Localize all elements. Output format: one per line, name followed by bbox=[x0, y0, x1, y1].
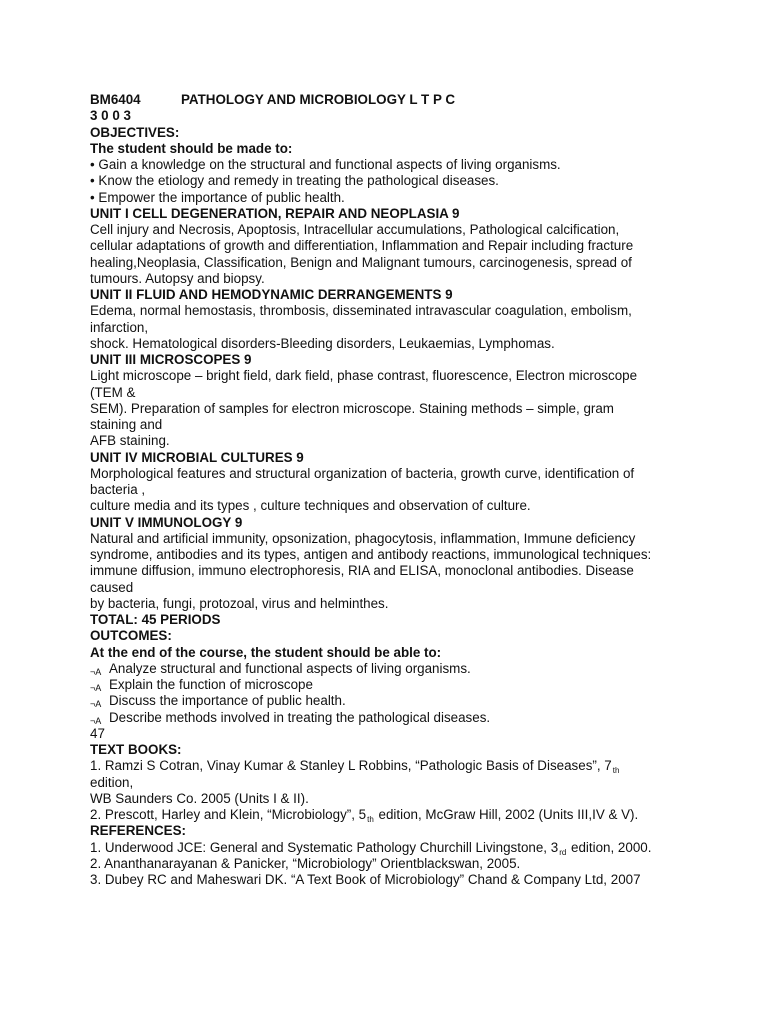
unit-4-text: Morphological features and structural organization of bacteria, growth curve, identification of bbox=[90, 465, 635, 481]
unit-5-text: Natural and artificial immunity, opsonization, phagocytosis, inflammation, Immune deficiency bbox=[90, 530, 636, 546]
unit-4-heading: UNIT IV MICROBIAL CULTURES 9 bbox=[90, 449, 304, 465]
objective-item: • Know the etiology and remedy in treating the pathological diseases. bbox=[90, 173, 499, 189]
text-book-1-text: 1. Ramzi S Cotran, Vinay Kumar & Stanley L Robbins, “Pathologic Basis of Diseases”, 7 bbox=[90, 758, 612, 774]
unit-4-text: bacteria , bbox=[90, 482, 146, 497]
unit-1-text: Cell injury and Necrosis, Apoptosis, Intracellular accumulations, Pathological calcification, bbox=[90, 222, 620, 237]
unit-5-text: by bacteria, fungi, protozoal, virus and helminthes. bbox=[90, 595, 389, 611]
references-heading: REFERENCES: bbox=[90, 823, 186, 839]
text-book-1-cont: edition, bbox=[90, 774, 134, 790]
bullet-glyph: ¬A bbox=[90, 683, 102, 693]
unit-1-text: cellular adaptations of growth and differentiation, Inflammation and Repair including fracture bbox=[90, 238, 634, 254]
unit-1-heading: UNIT I CELL DEGENERATION, REPAIR AND NEOPLASIA 9 bbox=[90, 205, 460, 221]
outcome-text: Analyze structural and functional aspects of living organisms. bbox=[109, 660, 471, 676]
text-book-2 bbox=[90, 807, 760, 823]
outcome-item bbox=[90, 661, 760, 677]
reference-3: 3. Dubey RC and Maheswari DK. “A Text Book of Microbiology” Chand & Company Ltd, 2007 bbox=[90, 872, 641, 887]
total-periods: TOTAL: 45 PERIODS bbox=[90, 612, 221, 627]
page-number: 47 bbox=[90, 725, 105, 741]
syllabus-text bbox=[90, 92, 760, 888]
ordinal-suffix: th bbox=[612, 766, 620, 776]
unit-5-text: immune diffusion, immuno electrophoresis, RIA and ELISA, monoclonal antibodies. Disease bbox=[90, 563, 634, 579]
text-book-2-rest: edition, McGraw Hill, 2002 (Units III,IV & V). bbox=[374, 807, 639, 822]
outcome-text: Describe methods involved in treating the pathological diseases. bbox=[109, 709, 491, 725]
unit-3-text: (TEM & bbox=[90, 384, 136, 400]
unit-2-text: Edema, normal hemostasis, thrombosis, disseminated intravascular coagulation, embolism, bbox=[90, 303, 632, 319]
text-book-1 bbox=[90, 758, 760, 774]
text-book-1-publisher: WB Saunders Co. 2005 (Units I & II). bbox=[90, 790, 309, 806]
unit-4-text: culture media and its types , culture techniques and observation of culture. bbox=[90, 498, 531, 514]
unit-5-heading: UNIT V IMMUNOLOGY 9 bbox=[90, 514, 243, 530]
text-book-2-text: 2. Prescott, Harley and Klein, “Microbiology”, 5 bbox=[90, 807, 367, 822]
objectives-heading: OBJECTIVES: bbox=[90, 124, 180, 140]
unit-3-text: AFB staining. bbox=[90, 433, 170, 449]
text-books-heading: TEXT BOOKS: bbox=[90, 742, 182, 757]
reference-1 bbox=[90, 840, 760, 856]
unit-3-text: staining and bbox=[90, 417, 163, 432]
ordinal-suffix: rd bbox=[559, 847, 567, 857]
unit-2-heading: UNIT II FLUID AND HEMODYNAMIC DERRANGEMENTS 9 bbox=[90, 287, 453, 302]
ordinal-suffix: th bbox=[367, 815, 374, 824]
outcomes-heading: OUTCOMES: bbox=[90, 628, 172, 644]
unit-1-text: tumours. Autopsy and biopsy. bbox=[90, 270, 265, 286]
bullet-glyph: ¬A bbox=[90, 699, 102, 710]
unit-3-text: SEM). Preparation of samples for electron microscope. Staining methods – simple, gram bbox=[90, 400, 614, 416]
unit-3-heading: UNIT III MICROSCOPES 9 bbox=[90, 352, 252, 367]
outcome-text: Discuss the importance of public health. bbox=[109, 693, 346, 709]
outcome-item bbox=[90, 677, 760, 693]
bullet-glyph: ¬A bbox=[90, 666, 102, 677]
unit-5-text: caused bbox=[90, 579, 134, 595]
bullet-glyph: ¬A bbox=[90, 715, 102, 726]
outcomes-intro: At the end of the course, the student should be able to: bbox=[90, 644, 442, 660]
objective-item: • Empower the importance of public health. bbox=[90, 189, 345, 205]
outcome-text: Explain the function of microscope bbox=[109, 677, 313, 692]
objective-item: • Gain a knowledge on the structural and functional aspects of living organisms. bbox=[90, 157, 561, 172]
unit-2-text: infarction, bbox=[90, 319, 149, 335]
course-header bbox=[90, 92, 760, 108]
unit-2-text: shock. Hematological disorders-Bleeding disorders, Leukaemias, Lymphomas. bbox=[90, 335, 555, 351]
course-code: BM6404 bbox=[90, 92, 141, 107]
reference-1-rest: edition, 2000. bbox=[567, 839, 652, 855]
unit-1-text: healing,Neoplasia, Classification, Benign and Malignant tumours, carcinogenesis, spread of bbox=[90, 254, 632, 270]
unit-3-text: Light microscope – bright field, dark field, phase contrast, fluorescence, Electron microscope bbox=[90, 368, 638, 384]
reference-2: 2. Ananthanarayanan & Panicker, “Microbiology” Orientblackswan, 2005. bbox=[90, 855, 521, 871]
objectives-intro: The student should be made to: bbox=[90, 140, 293, 156]
unit-5-text: syndrome, antibodies and its types, antigen and antibody reactions, immunological techniques: bbox=[90, 547, 652, 562]
course-ltpc: 3 0 0 3 bbox=[90, 108, 131, 124]
outcome-item bbox=[90, 710, 760, 726]
outcome-item bbox=[90, 693, 760, 709]
course-title: PATHOLOGY AND MICROBIOLOGY L T P C bbox=[181, 92, 456, 107]
reference-1-text: 1. Underwood JCE: General and Systematic Pathology Churchill Livingstone, 3 bbox=[90, 839, 559, 855]
